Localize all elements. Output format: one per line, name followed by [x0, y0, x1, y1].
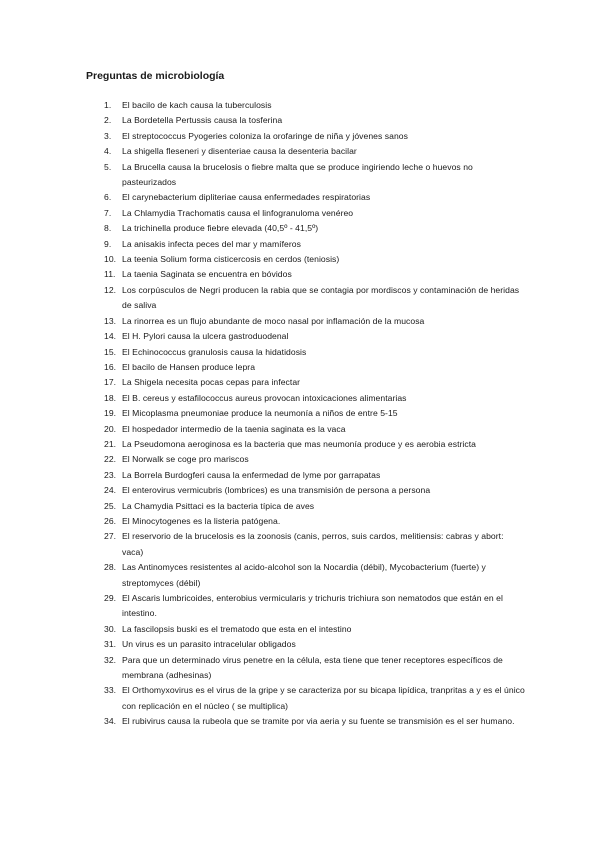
question-text: El rubivirus causa la rubeola que se tramite por via aeria y su fuente se transmisión es el ser humano. — [122, 716, 515, 727]
question-text: El bacilo de kach causa la tuberculosis — [122, 100, 272, 110]
question-number: 12. — [104, 284, 117, 295]
question-item — [86, 437, 526, 452]
question-text: El reservorio de la brucelosis es la zoonosis (canis, perros, suis cardos, melitiensis: cabras y abort: vaca) — [122, 531, 504, 557]
question-number: 27. — [104, 531, 117, 542]
question-text: El H. Pylori causa la ulcera gastroduodenal — [122, 331, 289, 342]
question-text: El bacilo de Hansen produce lepra — [122, 361, 256, 372]
question-item — [86, 129, 526, 144]
question-number: 29. — [104, 593, 117, 603]
question-number: 26. — [104, 515, 117, 526]
question-number: 32. — [104, 654, 117, 665]
question-text: El Orthomyxovirus es el virus de la gripe y se caracteriza por su bicapa lipídica, tranpritas a y es el único con replicación en el núcleo ( se multiplica) — [122, 685, 525, 711]
question-list — [86, 98, 526, 730]
question-text: Para que un determinado virus penetre en la célula, esta tiene que tener receptores específicos de membrana (adhesinas) — [122, 654, 503, 681]
question-number: 22. — [104, 454, 117, 465]
question-item — [86, 622, 526, 637]
question-item — [86, 468, 526, 483]
question-item — [86, 98, 526, 113]
question-item — [86, 267, 526, 282]
question-text: El hospedador intermedio de la taenia saginata es la vaca — [122, 423, 346, 434]
question-text: La teenia Solium forma cisticercosis en cerdos (teniosis) — [122, 254, 340, 265]
question-item — [86, 283, 526, 314]
question-item — [86, 683, 526, 714]
question-text: La trichinella produce fiebre elevada (40,5º - 41,5º) — [122, 223, 319, 234]
question-text: Las Antinomyces resistentes al acido-alcohol son la Nocardia (débil), Mycobacterium (fuerte) y streptomyces (débil) — [122, 562, 486, 588]
question-item — [86, 529, 526, 560]
question-item — [86, 637, 526, 652]
question-number: 16. — [104, 361, 117, 372]
question-number: 24. — [104, 485, 117, 496]
question-text: El Ascaris lumbricoides, enterobius vermicularis y trichuris trichiura son nematodos que están en el intestino. — [122, 593, 503, 619]
question-text: El carynebacterium dipliteriae causa enfermedades respiratorias — [122, 192, 371, 203]
question-number: 6. — [104, 192, 112, 203]
question-text: La fascilopsis buski es el trematodo que esta en el intestino — [122, 623, 352, 634]
question-text: Un virus es un parasito intracelular obligados — [122, 639, 296, 650]
question-item — [86, 160, 526, 191]
question-number: 18. — [104, 392, 117, 403]
question-number: 13. — [104, 315, 117, 326]
question-item — [86, 483, 526, 498]
question-item — [86, 360, 526, 375]
question-item — [86, 406, 526, 421]
question-item — [86, 252, 526, 267]
question-number: 17. — [104, 377, 117, 388]
question-text: La Bordetella Pertussis causa la tosferina — [122, 115, 283, 126]
question-item — [86, 329, 526, 344]
question-number: 30. — [104, 623, 117, 634]
question-text: La Shigela necesita pocas cepas para infectar — [122, 377, 301, 388]
question-item — [86, 345, 526, 360]
question-text: El B. cereus y estafilococcus aureus provocan intoxicaciones alimentarias — [122, 392, 407, 403]
question-text: La Chlamydia Trachomatis causa el linfogranuloma venéreo — [122, 207, 354, 218]
question-number: 15. — [104, 346, 117, 357]
question-number: 19. — [104, 408, 117, 419]
question-text: El Minocytogenes es la listeria patógena. — [122, 515, 281, 526]
question-item — [86, 452, 526, 467]
question-item — [86, 653, 526, 684]
question-number: 8. — [104, 223, 112, 234]
question-number: 4. — [104, 146, 112, 157]
question-text: La anisakis infecta peces del mar y mamíferos — [122, 238, 301, 249]
question-number: 7. — [104, 207, 112, 218]
question-number: 31. — [104, 639, 117, 650]
question-text: La Pseudomona aeroginosa es la bacteria que mas neumonía produce y es aerobia estricta — [122, 438, 476, 449]
question-number: 5. — [104, 161, 112, 172]
question-number: 34. — [104, 716, 117, 727]
question-item — [86, 113, 526, 128]
question-text: El Norwalk se coge pro mariscos — [122, 454, 249, 465]
question-number: 10. — [104, 254, 117, 265]
question-item — [86, 237, 526, 252]
question-text: El streptococcus Pyogeries coloniza la orofaringe de niña y jóvenes sanos — [122, 130, 408, 141]
question-text: La taenia Saginata se encuentra en bóvidos — [122, 269, 292, 280]
question-text: La Chamydia Psittaci es la bacteria típica de aves — [122, 500, 315, 511]
question-text: La Brucella causa la brucelosis o fiebre malta que se produce ingiriendo leche o huevos no pasteurizados — [122, 161, 473, 188]
question-item — [86, 591, 526, 622]
question-item — [86, 422, 526, 437]
question-item — [86, 499, 526, 514]
question-number: 23. — [104, 469, 117, 480]
question-item — [86, 190, 526, 205]
question-text: El enterovirus vermicubris (lombrices) es una transmisión de persona a persona — [122, 485, 431, 496]
question-text: El Micoplasma pneumoniae produce la neumonía a niños de entre 5-15 — [122, 408, 398, 419]
question-item — [86, 391, 526, 406]
question-number: 25. — [104, 500, 117, 511]
question-text: Los corpúsculos de Negri producen la rabia que se contagia por mordiscos y contaminación de heridas de saliva — [122, 284, 520, 311]
question-text: La rinorrea es un flujo abundante de moco nasal por inflamación de la mucosa — [122, 315, 425, 326]
question-item — [86, 221, 526, 236]
question-number: 11. — [104, 269, 116, 280]
question-number: 9. — [104, 238, 112, 249]
question-item — [86, 206, 526, 221]
question-number: 21. — [104, 438, 117, 449]
page-title: Preguntas de microbiología — [86, 70, 225, 82]
question-number: 1. — [104, 100, 112, 110]
question-number: 20. — [104, 423, 117, 434]
question-item — [86, 514, 526, 529]
question-item — [86, 144, 526, 159]
question-item — [86, 314, 526, 329]
question-number: 33. — [104, 685, 117, 696]
question-number: 28. — [104, 562, 117, 573]
question-text: La Borrela Burdogferi causa la enfermedad de lyme por garrapatas — [122, 469, 381, 480]
question-number: 2. — [104, 115, 112, 126]
question-item — [86, 714, 526, 729]
question-text: El Echinococcus granulosis causa la hidatidosis — [122, 346, 307, 357]
question-item — [86, 375, 526, 390]
question-text: La shigella fleseneri y disenteriae causa la desenteria bacilar — [122, 146, 357, 157]
question-item — [86, 560, 526, 591]
question-number: 14. — [104, 331, 117, 342]
question-number: 3. — [104, 130, 112, 141]
